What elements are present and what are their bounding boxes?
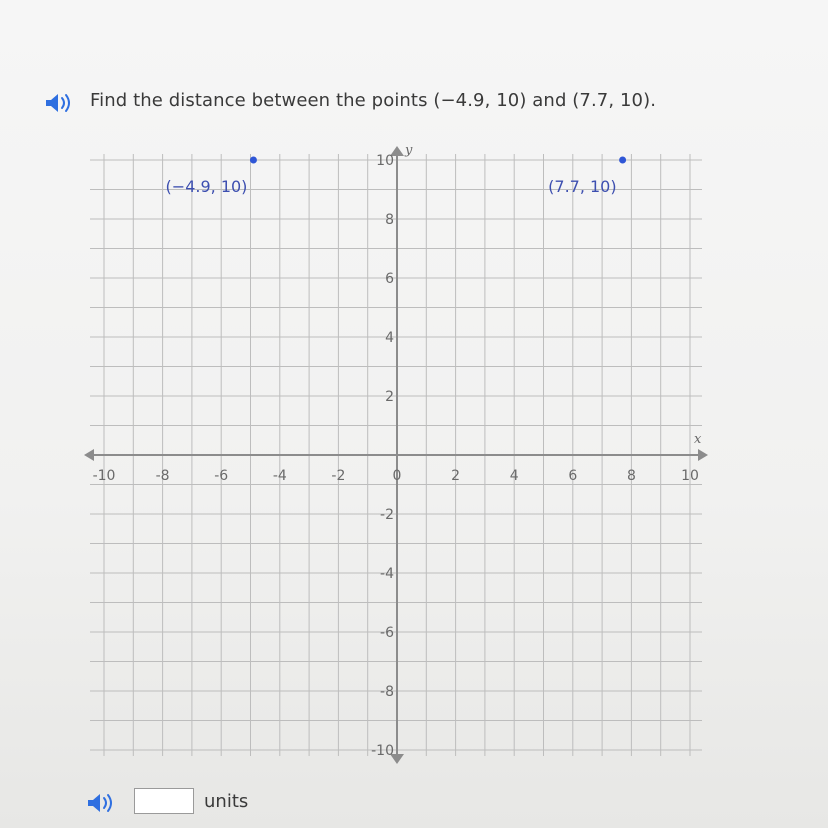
x-tick-label: 10 — [681, 468, 699, 484]
x-axis-left-arrow-icon — [84, 449, 94, 461]
y-tick-label: -8 — [380, 684, 394, 700]
y-tick-label: -6 — [380, 625, 394, 641]
y-tick-label: -4 — [380, 566, 394, 582]
y-axis-label: y — [405, 143, 413, 158]
distance-answer-input[interactable] — [134, 788, 194, 814]
x-axis-right-arrow-icon — [698, 449, 708, 461]
y-tick-label: 8 — [385, 212, 394, 228]
x-tick-label: -10 — [92, 468, 116, 484]
audio-answer-speaker-icon[interactable] — [86, 792, 120, 814]
units-label: units — [204, 791, 249, 812]
x-tick-label: 2 — [451, 468, 461, 484]
y-tick-label: 4 — [385, 330, 394, 346]
x-tick-label: -6 — [214, 468, 229, 484]
x-tick-label: -4 — [272, 468, 287, 484]
y-tick-label: 6 — [385, 271, 394, 287]
y-tick-label: -10 — [371, 743, 394, 759]
x-tick-label: -2 — [331, 468, 346, 484]
x-tick-label: -8 — [155, 468, 170, 484]
point-label: (7.7, 10) — [548, 177, 617, 196]
x-tick-label: 0 — [392, 468, 402, 484]
x-axis-label: x — [694, 432, 702, 447]
x-tick-label: 6 — [568, 468, 578, 484]
plotted-point — [619, 157, 626, 164]
x-tick-label: 4 — [509, 468, 519, 484]
x-tick-label: 8 — [626, 468, 636, 484]
y-tick-label: -2 — [380, 507, 394, 523]
y-tick-label: 10 — [376, 153, 394, 169]
y-tick-label: 2 — [385, 389, 394, 405]
point-label: (−4.9, 10) — [165, 177, 248, 196]
plotted-point — [250, 157, 257, 164]
question-text: Find the distance between the points (−4.9, 10) and (7.7, 10). — [90, 90, 657, 111]
